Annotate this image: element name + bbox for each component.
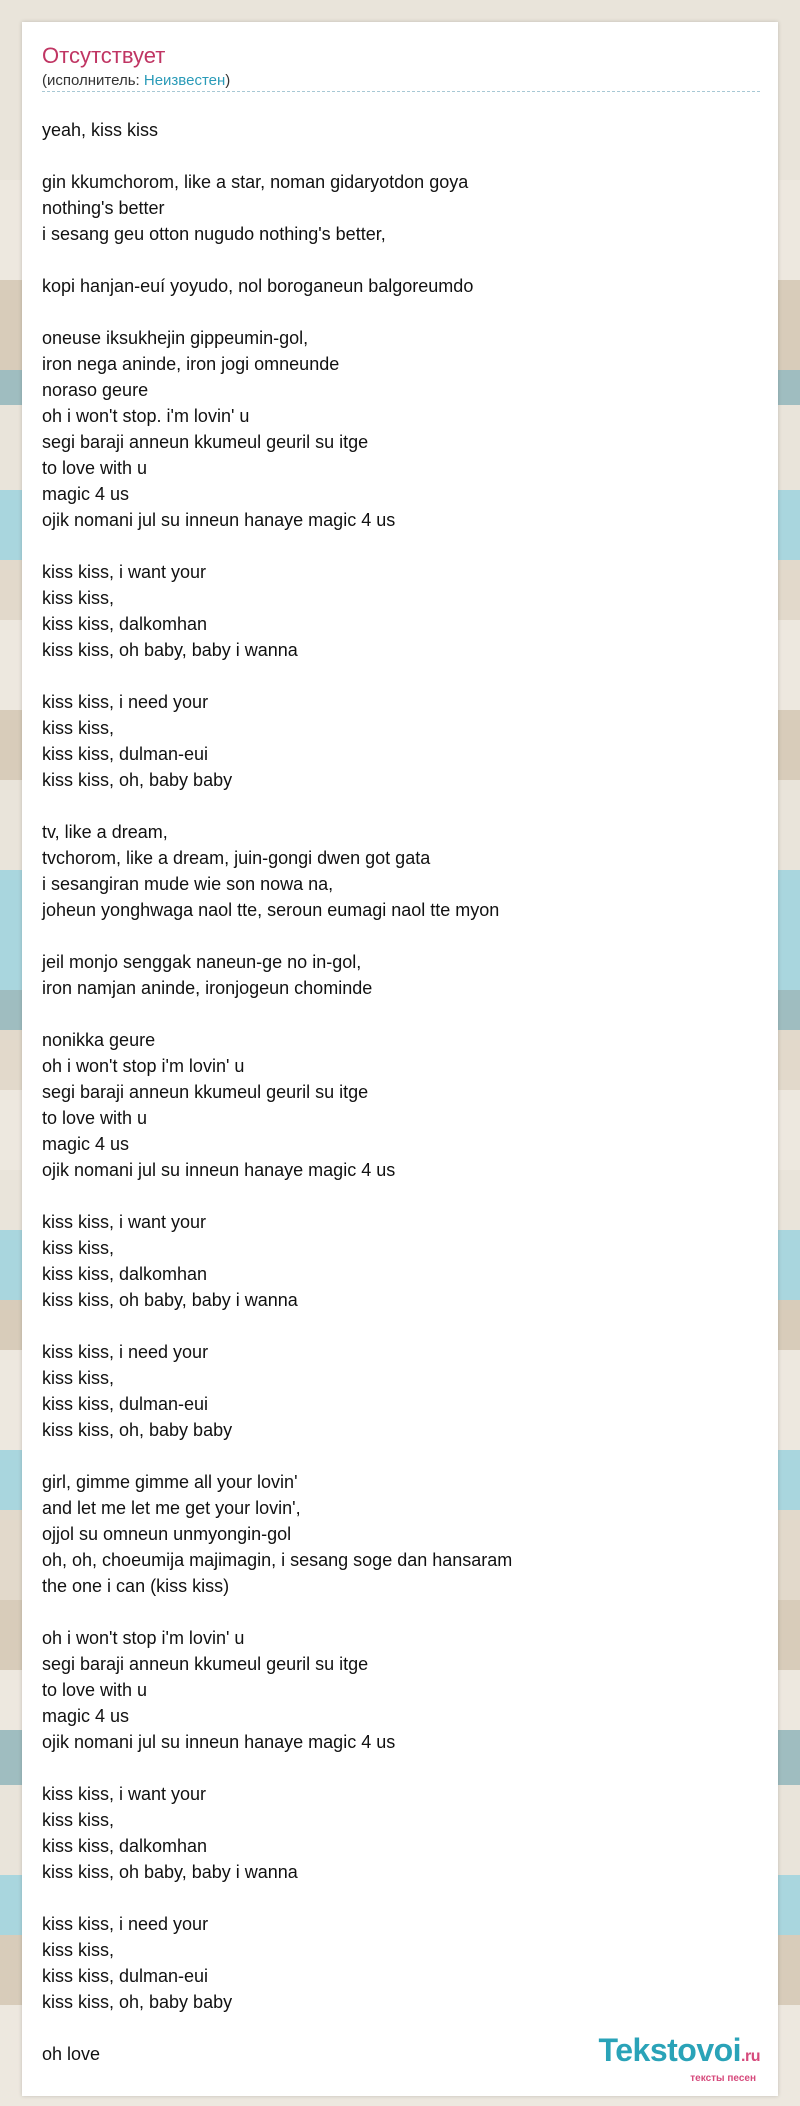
lyric-line: noraso geure <box>42 380 149 400</box>
lyric-line: iron namjan aninde, ironjogeun chominde <box>42 978 373 998</box>
lyric-line: segi baraji anneun kkumeul geuril su itge <box>42 1654 369 1674</box>
header-divider <box>42 91 760 92</box>
stanza-gap <box>42 663 762 689</box>
artist-line <box>42 72 230 89</box>
stanza-gap <box>42 247 762 273</box>
stanza-gap <box>42 1599 762 1625</box>
lyrics-card <box>22 22 778 2096</box>
logo-wordmark <box>599 2034 760 2073</box>
stanza-gap <box>42 923 762 949</box>
lyric-line: segi baraji anneun kkumeul geuril su itge <box>42 432 369 452</box>
lyric-line: oh i won't stop. i'm lovin' u <box>42 406 250 426</box>
lyric-line: kiss kiss, oh, baby baby <box>42 1420 233 1440</box>
stanza-gap <box>42 1755 762 1781</box>
lyric-line: ojjol su omneun unmyongin-gol <box>42 1524 292 1544</box>
song-title: Отсутствует <box>42 43 166 68</box>
lyric-line: kiss kiss, i want your <box>42 1212 207 1232</box>
lyric-line: kiss kiss, dalkomhan <box>42 1836 208 1856</box>
site-logo[interactable] <box>599 2034 760 2084</box>
lyric-line: kiss kiss, dulman-eui <box>42 1966 209 1986</box>
lyric-line: yeah, kiss kiss <box>42 120 159 140</box>
lyric-line: magic 4 us <box>42 1134 130 1154</box>
lyric-line: magic 4 us <box>42 484 130 504</box>
lyric-line: kiss kiss, i want your <box>42 1784 207 1804</box>
lyric-line: kiss kiss, <box>42 1238 114 1258</box>
lyric-line: i sesangiran mude wie son nowa na, <box>42 874 334 894</box>
lyric-line: segi baraji anneun kkumeul geuril su itge <box>42 1082 369 1102</box>
stanza-gap <box>42 793 762 819</box>
lyric-line: kiss kiss, dalkomhan <box>42 1264 208 1284</box>
stanza-gap <box>42 533 762 559</box>
lyric-line: nothing's better <box>42 198 165 218</box>
lyric-line: kiss kiss, i need your <box>42 692 209 712</box>
artist-suffix: ) <box>225 72 231 89</box>
stanza-gap <box>42 1443 762 1469</box>
lyric-line: kiss kiss, <box>42 1940 114 1960</box>
logo-main-text: Tekstovoi <box>598 2032 742 2068</box>
lyric-line: tvchorom, like a dream, juin-gongi dwen got gata <box>42 848 431 868</box>
lyric-line: oh i won't stop i'm lovin' u <box>42 1628 245 1648</box>
stanza-gap <box>42 1885 762 1911</box>
lyric-line: kiss kiss, dulman-eui <box>42 1394 209 1414</box>
logo-tagline: тексты песен <box>690 2073 756 2084</box>
lyric-line: kiss kiss, oh baby, baby i wanna <box>42 640 298 660</box>
lyric-line: oneuse iksukhejin gippeumin-gol, <box>42 328 309 348</box>
lyrics-body <box>42 117 762 2067</box>
lyric-line: nonikka geure <box>42 1030 156 1050</box>
lyric-line: kiss kiss, <box>42 718 114 738</box>
lyric-line: gin kkumchorom, like a star, noman gidaryotdon goya <box>42 172 469 192</box>
lyric-line: to love with u <box>42 1108 148 1128</box>
stanza-gap <box>42 1183 762 1209</box>
lyric-line: iron nega aninde, iron jogi omneunde <box>42 354 340 374</box>
lyric-line: kiss kiss, oh, baby baby <box>42 1992 233 2012</box>
logo-tld: .ru <box>741 2048 760 2065</box>
lyric-line: kiss kiss, dulman-eui <box>42 744 209 764</box>
lyric-line: ojik nomani jul su inneun hanaye magic 4 us <box>42 1732 396 1752</box>
lyric-line: ojik nomani jul su inneun hanaye magic 4 us <box>42 510 396 530</box>
lyric-line: magic 4 us <box>42 1706 130 1726</box>
lyric-line: kiss kiss, <box>42 1368 114 1388</box>
lyric-line: tv, like a dream, <box>42 822 168 842</box>
lyric-line: the one i can (kiss kiss) <box>42 1576 230 1596</box>
lyric-line: i sesang geu otton nugudo nothing's better, <box>42 224 386 244</box>
lyric-line: kiss kiss, i want your <box>42 562 207 582</box>
lyric-line: jeil monjo senggak naneun-ge no in-gol, <box>42 952 362 972</box>
lyric-line: kiss kiss, i need your <box>42 1342 209 1362</box>
artist-link[interactable]: Неизвестен <box>143 72 226 89</box>
lyric-line: kiss kiss, <box>42 588 114 608</box>
stanza-gap <box>42 143 762 169</box>
lyric-line: kiss kiss, oh baby, baby i wanna <box>42 1290 298 1310</box>
lyric-line: to love with u <box>42 1680 148 1700</box>
lyric-line: oh, oh, choeumija majimagin, i sesang soge dan hansaram <box>42 1550 513 1570</box>
lyric-line: girl, gimme gimme all your lovin' <box>42 1472 298 1492</box>
stanza-gap <box>42 1001 762 1027</box>
stanza-gap <box>42 299 762 325</box>
lyric-line: joheun yonghwaga naol tte, seroun eumagi naol tte myon <box>42 900 500 920</box>
lyric-line: kiss kiss, dalkomhan <box>42 614 208 634</box>
artist-prefix: (исполнитель: <box>42 72 144 89</box>
lyric-line: ojik nomani jul su inneun hanaye magic 4 us <box>42 1160 396 1180</box>
lyric-line: and let me let me get your lovin', <box>42 1498 301 1518</box>
lyric-line: kiss kiss, oh baby, baby i wanna <box>42 1862 298 1882</box>
lyric-line: kiss kiss, i need your <box>42 1914 209 1934</box>
lyric-line: kopi hanjan-euí yoyudo, nol boroganeun balgoreumdo <box>42 276 474 296</box>
lyric-line: kiss kiss, <box>42 1810 114 1830</box>
lyric-line: oh i won't stop i'm lovin' u <box>42 1056 245 1076</box>
lyric-line: to love with u <box>42 458 148 478</box>
lyric-line: oh love <box>42 2044 101 2064</box>
lyric-line: kiss kiss, oh, baby baby <box>42 770 233 790</box>
stanza-gap <box>42 1313 762 1339</box>
